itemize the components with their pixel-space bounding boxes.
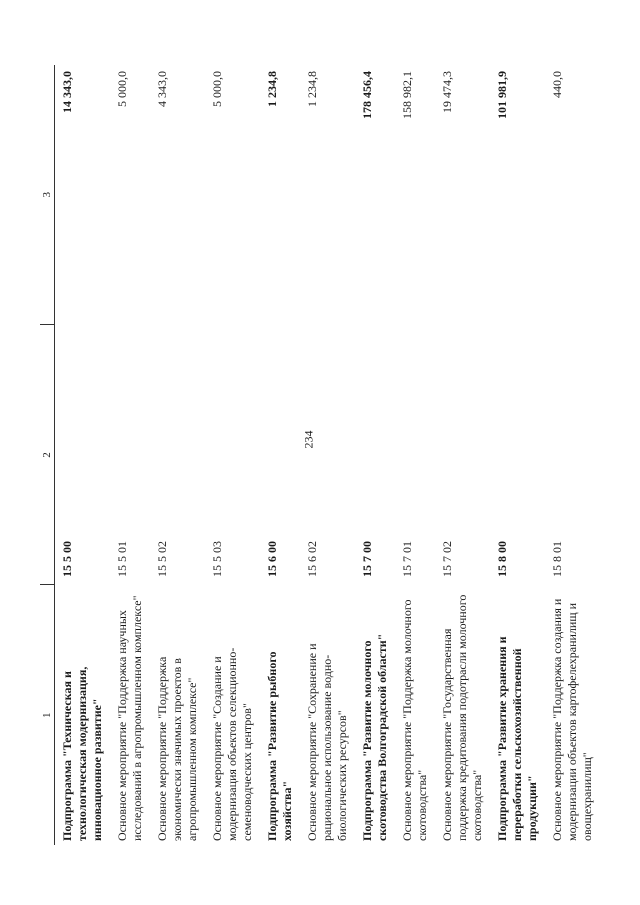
row-name-cell: Основное мероприятие "Поддержка создания и модернизации объектов картофелехранилищ и овощехранилищ": [550, 598, 594, 841]
row-code-cell: 15 7 01: [400, 541, 414, 577]
row-code-cell: 15 8 01: [550, 541, 564, 577]
table-row: [205, 65, 260, 845]
column-header-3: 3: [40, 65, 55, 325]
row-name-cell: Основное мероприятие "Поддержка научных исследований в агропромышленном комплексе": [115, 595, 144, 841]
row-code-cell: 15 7 00: [360, 541, 374, 577]
table-row: [545, 65, 600, 845]
row-code-cell: 15 7 02: [440, 541, 454, 577]
row-code-cell: 15 8 00: [495, 541, 509, 577]
row-name-cell: Основное мероприятие "Поддержка молочного скотоводства": [400, 599, 429, 841]
row-code-cell: 15 6 02: [305, 541, 319, 577]
table-row: [490, 65, 545, 845]
row-value-cell: 440,0: [550, 71, 564, 98]
table-row: [395, 65, 435, 845]
row-name-cell: Основное мероприятие "Поддержка экономически значимых проектов в агропромышленном комплексе": [155, 656, 199, 841]
row-value-cell: 5 000,0: [115, 71, 129, 107]
budget-table-rotated: [40, 65, 594, 845]
table-row: [435, 65, 490, 845]
row-name-cell: Основное мероприятие "Сохранение и рациональное использование водно-биологических ресурсов": [305, 643, 349, 841]
row-code-cell: 15 5 01: [115, 541, 129, 577]
table-row: [300, 65, 355, 845]
table-row: [55, 65, 111, 845]
table-body: [55, 65, 601, 845]
budget-table: [40, 65, 600, 845]
column-header-2: 2: [40, 325, 55, 585]
row-code-cell: 15 6 00: [265, 541, 279, 577]
row-name-cell: Основное мероприятие "Государственная поддержка кредитования подотрасли молочного скотоводства": [440, 594, 484, 841]
row-name-cell: Подпрограмма "Развитие хранения и переработки сельскохозяйственной продукции": [495, 636, 539, 841]
table-row: [110, 65, 150, 845]
row-name-cell: Подпрограмма "Развитие молочного скотоводства Волгоградской области": [360, 633, 389, 841]
table-row: [150, 65, 205, 845]
row-value-cell: 19 474,3: [440, 71, 454, 113]
row-value-cell: 101 981,9: [495, 71, 509, 119]
row-value-cell: 178 456,4: [360, 71, 374, 119]
row-name-cell: Основное мероприятие "Создание и модернизация объектов селекционно-семеноводческих центров": [210, 647, 254, 841]
column-header-1: 1: [40, 585, 55, 845]
table-row: [355, 65, 395, 845]
row-value-cell: 1 234,8: [265, 71, 279, 107]
row-value-cell: 4 343,0: [155, 71, 169, 107]
row-value-cell: 158 982,1: [400, 71, 414, 119]
table-row: [260, 65, 300, 845]
row-value-cell: 5 000,0: [210, 71, 224, 107]
column-header-row: [40, 65, 55, 845]
row-code-cell: 15 5 03: [210, 541, 224, 577]
row-code-cell: 15 5 02: [155, 541, 169, 577]
row-code-cell: 15 5 00: [60, 541, 74, 577]
page-number: 234: [301, 430, 316, 449]
row-value-cell: 14 343,0: [60, 71, 74, 113]
row-value-cell: 1 234,8: [305, 71, 319, 107]
row-name-cell: Подпрограмма "Техническая и технологическая модернизация, инновационное развитие": [60, 666, 104, 841]
row-name-cell: Подпрограмма "Развитие рыбного хозяйства": [265, 651, 294, 841]
